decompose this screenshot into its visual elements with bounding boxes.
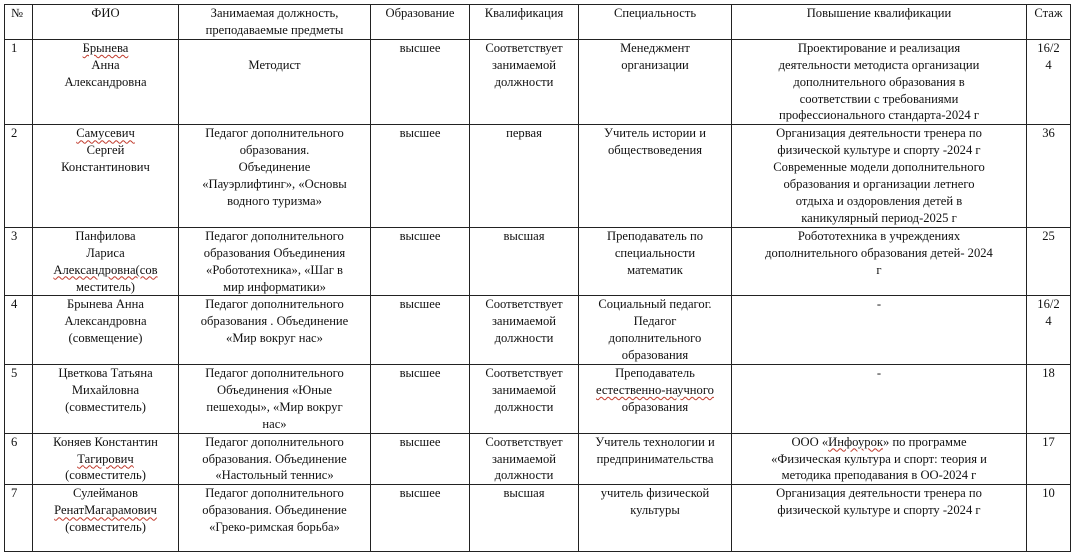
cell-specialty-line: дополнительного: [608, 331, 702, 346]
cell-fio-line: Панфилова: [75, 228, 136, 243]
cell-fio-line: Лариса: [86, 245, 125, 260]
table-row: [5, 485, 1071, 552]
cell-position-line: [182, 40, 367, 57]
cell-fio: [33, 125, 179, 227]
cell-fio-line: РенатМагарамович: [54, 503, 157, 518]
cell-experience: [1027, 485, 1071, 552]
cell-fio: [33, 485, 179, 552]
cell-experience-line: 16/2: [1037, 297, 1060, 312]
cell-training-line: профессионального стандарта-2024 г: [778, 108, 980, 123]
cell-training-line: дополнительного образования в: [793, 74, 965, 89]
cell-fio-line: Константинович: [61, 160, 150, 175]
cell-qualification-line: Соответствует: [485, 366, 563, 381]
cell-training-line: каникулярный период-2025 г: [801, 210, 957, 225]
cell-experience-line: 4: [1045, 314, 1052, 329]
cell-specialty-line: естественно-научного: [596, 382, 714, 397]
cell-num: 3: [5, 227, 33, 296]
cell-experience: [1027, 433, 1071, 485]
table-row: [5, 365, 1071, 434]
staff-table-wrapper: [4, 4, 1071, 552]
cell-fio: [33, 296, 179, 365]
cell-position-line: Педагог дополнительного: [205, 297, 344, 312]
cell-specialty-line: математик: [627, 262, 683, 277]
cell-specialty: [579, 125, 732, 227]
cell-qualification-line: занимаемой: [491, 57, 557, 72]
cell-num: 4: [5, 296, 33, 365]
cell-qualification: [470, 125, 579, 227]
cell-specialty: [579, 485, 732, 552]
cell-training-line: физической культуре и спорту -2024 г: [777, 143, 981, 158]
cell-position-line: образования. Объединение: [202, 451, 347, 466]
cell-experience: [1027, 296, 1071, 365]
cell-specialty-line: обществоведения: [607, 143, 703, 158]
cell-experience-line: 25: [1042, 228, 1055, 243]
cell-fio-line: Сергей: [86, 143, 125, 158]
cell-qualification-line: высшая: [503, 486, 545, 501]
cell-qualification-line: должности: [494, 331, 554, 346]
cell-specialty-line: организации: [621, 57, 689, 72]
cell-fio-line: Тагирович: [77, 451, 134, 466]
cell-position: [179, 365, 371, 434]
cell-specialty-line: Социальный педагог.: [598, 297, 712, 312]
header-education: Образование: [371, 5, 470, 40]
header-experience: Стаж: [1027, 5, 1071, 40]
cell-position-line: Объединения «Юные: [216, 382, 333, 397]
cell-education: высшее: [371, 365, 470, 434]
cell-qualification-line: высшая: [503, 228, 545, 243]
cell-position-line: «Пауэрлифтинг», «Основы: [202, 177, 347, 192]
cell-training-line: -: [876, 366, 882, 381]
cell-position-line: Педагог дополнительного: [205, 366, 344, 381]
cell-training-line: отдыха и оздоровления детей в: [795, 193, 963, 208]
cell-qualification-line: Соответствует: [485, 297, 563, 312]
cell-specialty-line: образования: [621, 348, 689, 363]
cell-fio-line: Михайловна: [71, 382, 140, 397]
cell-position-line: Педагог дополнительного: [205, 434, 344, 449]
cell-specialty-line: Преподаватель по: [606, 228, 703, 243]
cell-experience-line: 18: [1042, 366, 1055, 381]
cell-education: высшее: [371, 227, 470, 296]
cell-specialty-line: образования: [621, 399, 689, 414]
cell-training: [732, 485, 1027, 552]
cell-position-line: водного туризма»: [227, 193, 322, 208]
cell-fio-line: Александровна: [64, 74, 147, 89]
cell-specialty-line: Учитель технологии и: [595, 434, 715, 449]
cell-position-line: образования. Объединение: [202, 503, 347, 518]
cell-position-line: пешеходы», «Мир вокруг: [206, 399, 343, 414]
cell-training-line: физической культуре и спорту -2024 г: [777, 503, 981, 518]
cell-training-line: Проектирование и реализация: [797, 40, 961, 55]
cell-training: [732, 296, 1027, 365]
cell-training: [732, 125, 1027, 227]
cell-experience-line: 10: [1042, 486, 1055, 501]
header-fio: ФИО: [33, 5, 179, 40]
cell-fio-line: Сулейманов: [73, 486, 138, 501]
cell-experience: [1027, 125, 1071, 227]
header-qualification: Квалификация: [470, 5, 579, 40]
cell-position-line: образования Объединения: [203, 245, 346, 260]
cell-position-line: Объединение: [238, 160, 311, 175]
cell-qualification-line: занимаемой: [491, 382, 557, 397]
cell-qualification: [470, 296, 579, 365]
cell-specialty-line: Педагог: [633, 314, 677, 329]
cell-training: [732, 227, 1027, 296]
cell-position: [179, 433, 371, 485]
cell-qualification-line: Соответствует: [485, 40, 563, 55]
cell-position-line: «Настольный теннис»: [215, 468, 334, 483]
cell-experience-line: 4: [1045, 57, 1052, 72]
cell-fio-line: Брынева: [82, 40, 129, 55]
cell-fio-line: (совместитель): [65, 468, 146, 483]
cell-position-line: Методист: [248, 57, 301, 72]
cell-training-line: -: [876, 297, 882, 312]
cell-specialty-line: Преподаватель: [615, 366, 695, 381]
cell-position-line: образования.: [239, 143, 310, 158]
cell-training-line: деятельности методиста организации: [778, 57, 980, 72]
cell-experience: [1027, 39, 1071, 125]
cell-fio-line: Александровна(сов: [53, 262, 158, 277]
cell-fio-line: Анна: [91, 57, 120, 72]
cell-experience: [1027, 227, 1071, 296]
table-row: [5, 433, 1071, 485]
cell-qualification: [470, 227, 579, 296]
cell-experience-line: 16/2: [1037, 40, 1060, 55]
cell-training-line: «Физическая культура и спорт: теория и: [771, 451, 987, 466]
cell-training-line: Современные модели дополнительного: [773, 160, 985, 175]
cell-specialty-line: Менеджмент: [620, 40, 690, 55]
cell-training-line: Робототехника в учреждениях: [797, 228, 961, 243]
header-row: [5, 5, 1071, 40]
cell-qualification-line: занимаемой: [491, 451, 557, 466]
cell-position: [179, 227, 371, 296]
cell-specialty: [579, 227, 732, 296]
cell-fio: [33, 39, 179, 125]
cell-position: [179, 296, 371, 365]
cell-position-line: «Мир вокруг нас»: [226, 331, 323, 346]
cell-specialty: [579, 39, 732, 125]
table-body: [5, 39, 1071, 552]
cell-qualification: [470, 485, 579, 552]
cell-training: [732, 365, 1027, 434]
cell-specialty: [579, 365, 732, 434]
cell-fio-line: (совместитель): [65, 399, 146, 414]
cell-qualification-line: должности: [494, 468, 554, 483]
cell-qualification-line: первая: [506, 126, 542, 141]
cell-specialty-line: предпринимательства: [596, 451, 714, 466]
cell-fio: [33, 365, 179, 434]
cell-experience: [1027, 365, 1071, 434]
cell-fio-line: Брынева Анна: [66, 297, 144, 312]
cell-specialty-line: Учитель истории и: [604, 126, 706, 141]
cell-qualification-line: должности: [494, 74, 554, 89]
cell-specialty: [579, 296, 732, 365]
table-row: [5, 227, 1071, 296]
cell-num: 6: [5, 433, 33, 485]
cell-position: [179, 125, 371, 227]
cell-position-line: Педагог дополнительного: [205, 228, 344, 243]
cell-num: 7: [5, 485, 33, 552]
cell-education: высшее: [371, 433, 470, 485]
cell-fio: [33, 433, 179, 485]
cell-fio-line: (совместитель): [65, 520, 146, 535]
header-num: №: [5, 5, 33, 40]
header-specialty: Специальность: [579, 5, 732, 40]
cell-specialty: [579, 433, 732, 485]
cell-fio-line: меститель): [75, 279, 136, 294]
cell-qualification-line: Соответствует: [485, 434, 563, 449]
cell-specialty-line: учитель физической: [600, 486, 710, 501]
cell-position: [179, 39, 371, 125]
cell-position-line: нас»: [262, 416, 287, 431]
cell-qualification-line: должности: [494, 399, 554, 414]
cell-training-line: г: [876, 262, 882, 277]
cell-position-line: «Робототехника», «Шаг в: [206, 262, 343, 277]
cell-training-line: соответствии с требованиями: [799, 91, 959, 106]
cell-training-line: Организация деятельности тренера по: [776, 486, 982, 501]
cell-qualification-line: занимаемой: [491, 314, 557, 329]
staff-table: [4, 4, 1071, 552]
cell-experience-line: 36: [1042, 126, 1055, 141]
cell-fio-line: Самусевич: [76, 126, 135, 141]
cell-training-line: ООО «Инфоурок» по программе: [791, 434, 967, 449]
header-position: Занимаемая должность, преподаваемые предметы: [179, 5, 371, 40]
cell-qualification: [470, 39, 579, 125]
cell-training-line: дополнительного образования детей- 2024: [765, 245, 993, 260]
cell-training: [732, 433, 1027, 485]
cell-fio: [33, 227, 179, 296]
header-training: Повышение квалификации: [732, 5, 1027, 40]
cell-num: 1: [5, 39, 33, 125]
cell-position-line: Педагог дополнительного: [205, 126, 344, 141]
cell-experience-line: 17: [1042, 434, 1055, 449]
table-row: [5, 296, 1071, 365]
cell-fio-line: (совмещение): [68, 331, 143, 346]
cell-training-line: образования и организации летнего: [783, 177, 975, 192]
cell-specialty-line: культуры: [630, 503, 680, 518]
cell-num: 2: [5, 125, 33, 227]
cell-position-line: мир информатики»: [223, 279, 326, 294]
cell-training: [732, 39, 1027, 125]
cell-position: [179, 485, 371, 552]
cell-education: высшее: [371, 485, 470, 552]
cell-education: высшее: [371, 125, 470, 227]
cell-fio-line: Коняев Константин: [53, 434, 158, 449]
table-row: [5, 125, 1071, 227]
cell-position-line: образования . Объединение: [200, 314, 349, 329]
table-row: [5, 39, 1071, 125]
cell-qualification: [470, 365, 579, 434]
cell-education: высшее: [371, 296, 470, 365]
cell-num: 5: [5, 365, 33, 434]
cell-fio-line: Цветкова Татьяна: [58, 366, 153, 381]
cell-training-line: методика преподавания в ОО-2024 г: [781, 468, 977, 483]
cell-education: высшее: [371, 39, 470, 125]
cell-qualification: [470, 433, 579, 485]
cell-position-line: «Греко-римская борьба»: [209, 520, 340, 535]
cell-position-line: Педагог дополнительного: [205, 486, 344, 501]
cell-fio-line: Александровна: [64, 314, 147, 329]
cell-training-line: Организация деятельности тренера по: [776, 126, 982, 141]
cell-specialty-line: специальности: [614, 245, 696, 260]
